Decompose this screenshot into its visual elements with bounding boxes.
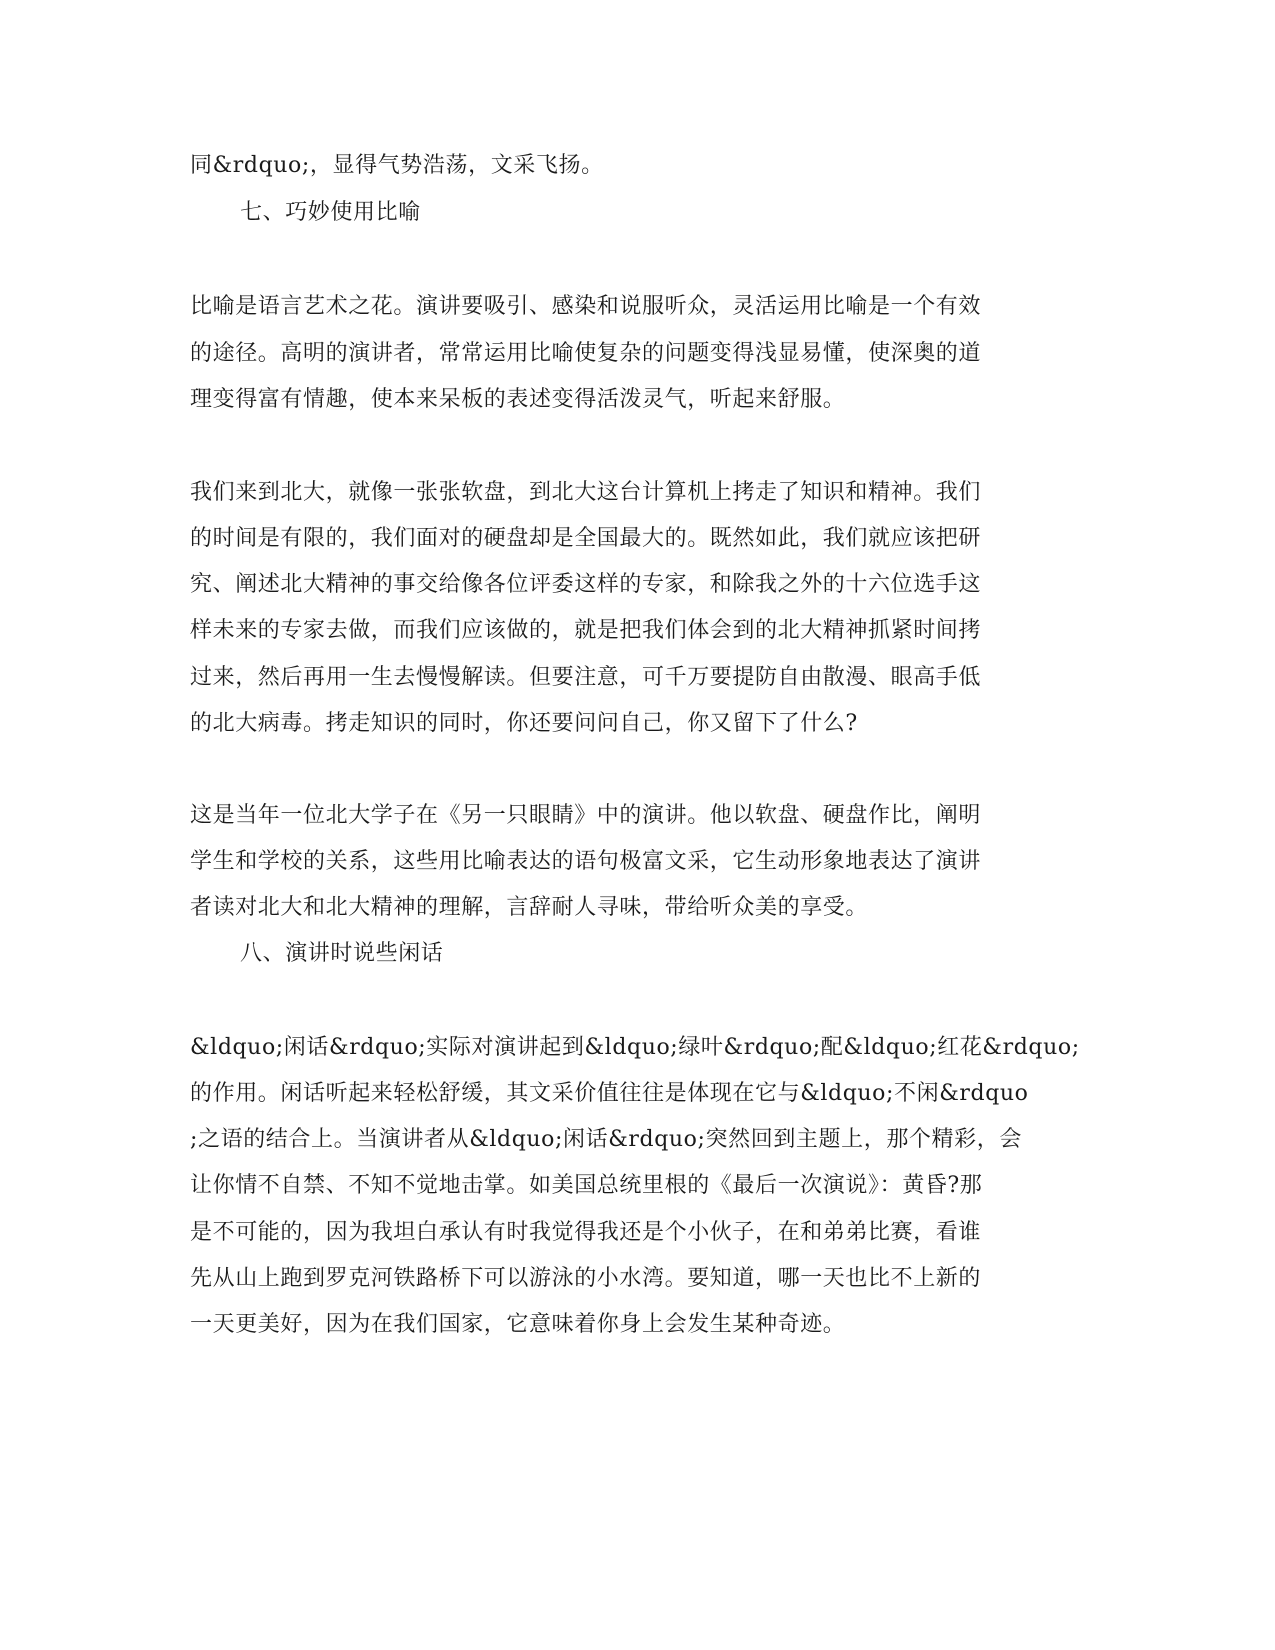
body-text-line: ;之语的结合上。当演讲者从&ldquo;闲话&rdquo;突然回到主题上，那个精彩，会	[190, 1127, 1022, 1152]
body-text-line: 是不可能的，因为我坦白承认有时我觉得我还是个小伙子，在和弟弟比赛，看谁	[190, 1220, 982, 1245]
body-text-line: 让你情不自禁、不知不觉地击掌。如美国总统里根的《最后一次演说》：黄昏?那	[190, 1173, 983, 1198]
body-text-line: 的途径。高明的演讲者，常常运用比喻使复杂的问题变得浅显易懂，使深奥的道	[190, 341, 982, 366]
body-text-line: 这是当年一位北大学子在《另一只眼睛》中的演讲。他以软盘、硬盘作比，阐明	[190, 803, 982, 828]
body-text-line: 究、阐述北大精神的事交给像各位评委这样的专家，和除我之外的十六位选手这	[190, 572, 982, 597]
body-text-line: 我们来到北大，就像一张张软盘，到北大这台计算机上拷走了知识和精神。我们	[190, 480, 982, 505]
body-text-line: 理变得富有情趣，使本来呆板的表述变得活泼灵气，听起来舒服。	[190, 387, 846, 412]
section-heading: 七、巧妙使用比喻	[240, 200, 421, 225]
body-text-line: 比喻是语言艺术之花。演讲要吸引、感染和说服听众，灵活运用比喻是一个有效	[190, 294, 982, 319]
body-text-line: &ldquo;闲话&rdquo;实际对演讲起到&ldquo;绿叶&rdquo;配&ldquo;红花&rdquo;	[190, 1035, 1080, 1060]
body-text-line: 一天更美好，因为在我们国家，它意味着你身上会发生某种奇迹。	[190, 1312, 846, 1337]
body-text-line: 的作用。闲话听起来轻松舒缓，其文采价值往往是体现在它与&ldquo;不闲&rdquo	[190, 1081, 1029, 1106]
body-text-line: 学生和学校的关系，这些用比喻表达的语句极富文采，它生动形象地表达了演讲	[190, 849, 982, 874]
body-text-line: 同&rdquo;，显得气势浩荡，文采飞扬。	[190, 153, 604, 178]
body-text-line: 者读对北大和北大精神的理解，言辞耐人寻味，带给听众美的享受。	[190, 895, 869, 920]
body-text-line: 过来，然后再用一生去慢慢解读。但要注意，可千万要提防自由散漫、眼高手低	[190, 665, 982, 690]
body-text-line: 样未来的专家去做，而我们应该做的，就是把我们体会到的北大精神抓紧时间拷	[190, 618, 982, 643]
body-text-line: 的北大病毒。拷走知识的同时，你还要问问自己，你又留下了什么?	[190, 711, 858, 736]
body-text-line: 的时间是有限的，我们面对的硬盘却是全国最大的。既然如此，我们就应该把研	[190, 526, 982, 551]
body-text-line: 先从山上跑到罗克河铁路桥下可以游泳的小水湾。要知道，哪一天也比不上新的	[190, 1266, 982, 1291]
section-heading: 八、演讲时说些闲话	[240, 941, 444, 966]
